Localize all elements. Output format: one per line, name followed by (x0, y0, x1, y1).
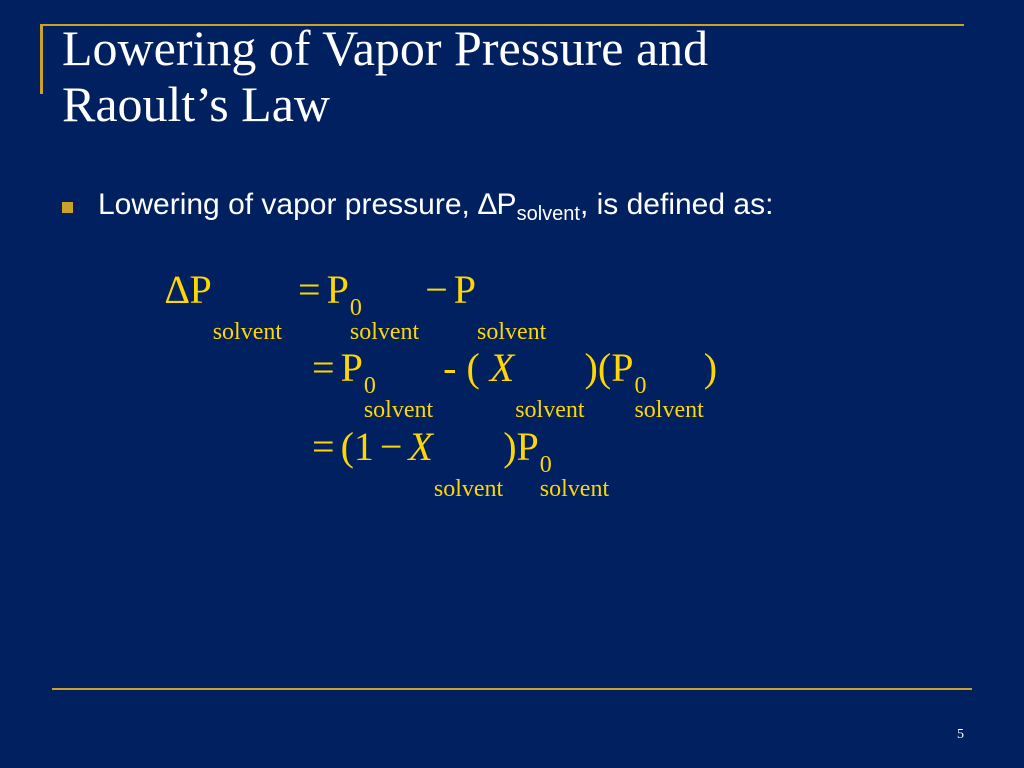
bottom-divider (52, 688, 972, 690)
equals-sign: = (312, 345, 335, 390)
superscript-zero: 0 (363, 373, 376, 399)
equals-sign: = (298, 267, 321, 312)
slide-title (62, 20, 962, 132)
subscript-solvent: solvent (212, 319, 283, 345)
subscript-stack (434, 453, 503, 501)
minus-sign: − (425, 267, 448, 312)
close-paren-p: )P (503, 424, 539, 469)
title-line-1: Lowering of Vapor Pressure and (62, 20, 709, 76)
superscript-zero: 0 (349, 295, 362, 321)
p-symbol: P (453, 267, 476, 312)
sup-sub-stack (350, 296, 419, 344)
subscript-solvent: solvent (634, 397, 704, 423)
bullet-item (62, 188, 773, 226)
bullet-text (98, 188, 773, 226)
p-symbol: P (326, 267, 349, 312)
equals-sign: = (312, 424, 335, 469)
bullet-square-icon (62, 202, 73, 213)
sup-sub-stack (364, 374, 433, 422)
open-paren-one: (1 (340, 424, 374, 469)
close-open-paren-p: )(P (584, 345, 634, 390)
title-line-2: Raoult’s Law (62, 76, 331, 132)
superscript-zero: 0 (634, 373, 647, 399)
x-symbol: X (489, 345, 515, 390)
delta-p: ∆P (165, 267, 212, 312)
subscript-solvent: solvent (349, 319, 420, 345)
close-paren: ) (703, 345, 718, 390)
sup-sub-stack (540, 453, 609, 501)
equation-line-2 (312, 345, 718, 423)
subscript-stack (515, 374, 584, 422)
subscript-stack (477, 296, 546, 344)
minus-open-paren: - ( (443, 345, 480, 390)
bullet-text-after: , is defined as: (579, 188, 774, 221)
subscript-solvent: solvent (433, 476, 504, 502)
subscript-solvent: solvent (363, 397, 434, 423)
left-divider (40, 24, 43, 94)
sup-sub-stack (634, 374, 703, 422)
subscript-solvent: solvent (477, 319, 547, 345)
minus-sign: − (379, 424, 403, 469)
subscript-solvent: solvent (539, 476, 610, 502)
x-symbol: X (408, 424, 433, 469)
bullet-subscript: solvent (516, 203, 580, 225)
p-symbol: P (340, 345, 363, 390)
superscript-zero: 0 (539, 452, 552, 478)
equation-line-3 (312, 424, 610, 502)
bullet-text-before: Lowering of vapor pressure, ∆P (98, 188, 517, 221)
page-number: 5 (957, 727, 964, 742)
subscript-stack (213, 296, 282, 344)
equation-line-1 (165, 267, 547, 345)
subscript-solvent: solvent (515, 397, 585, 423)
